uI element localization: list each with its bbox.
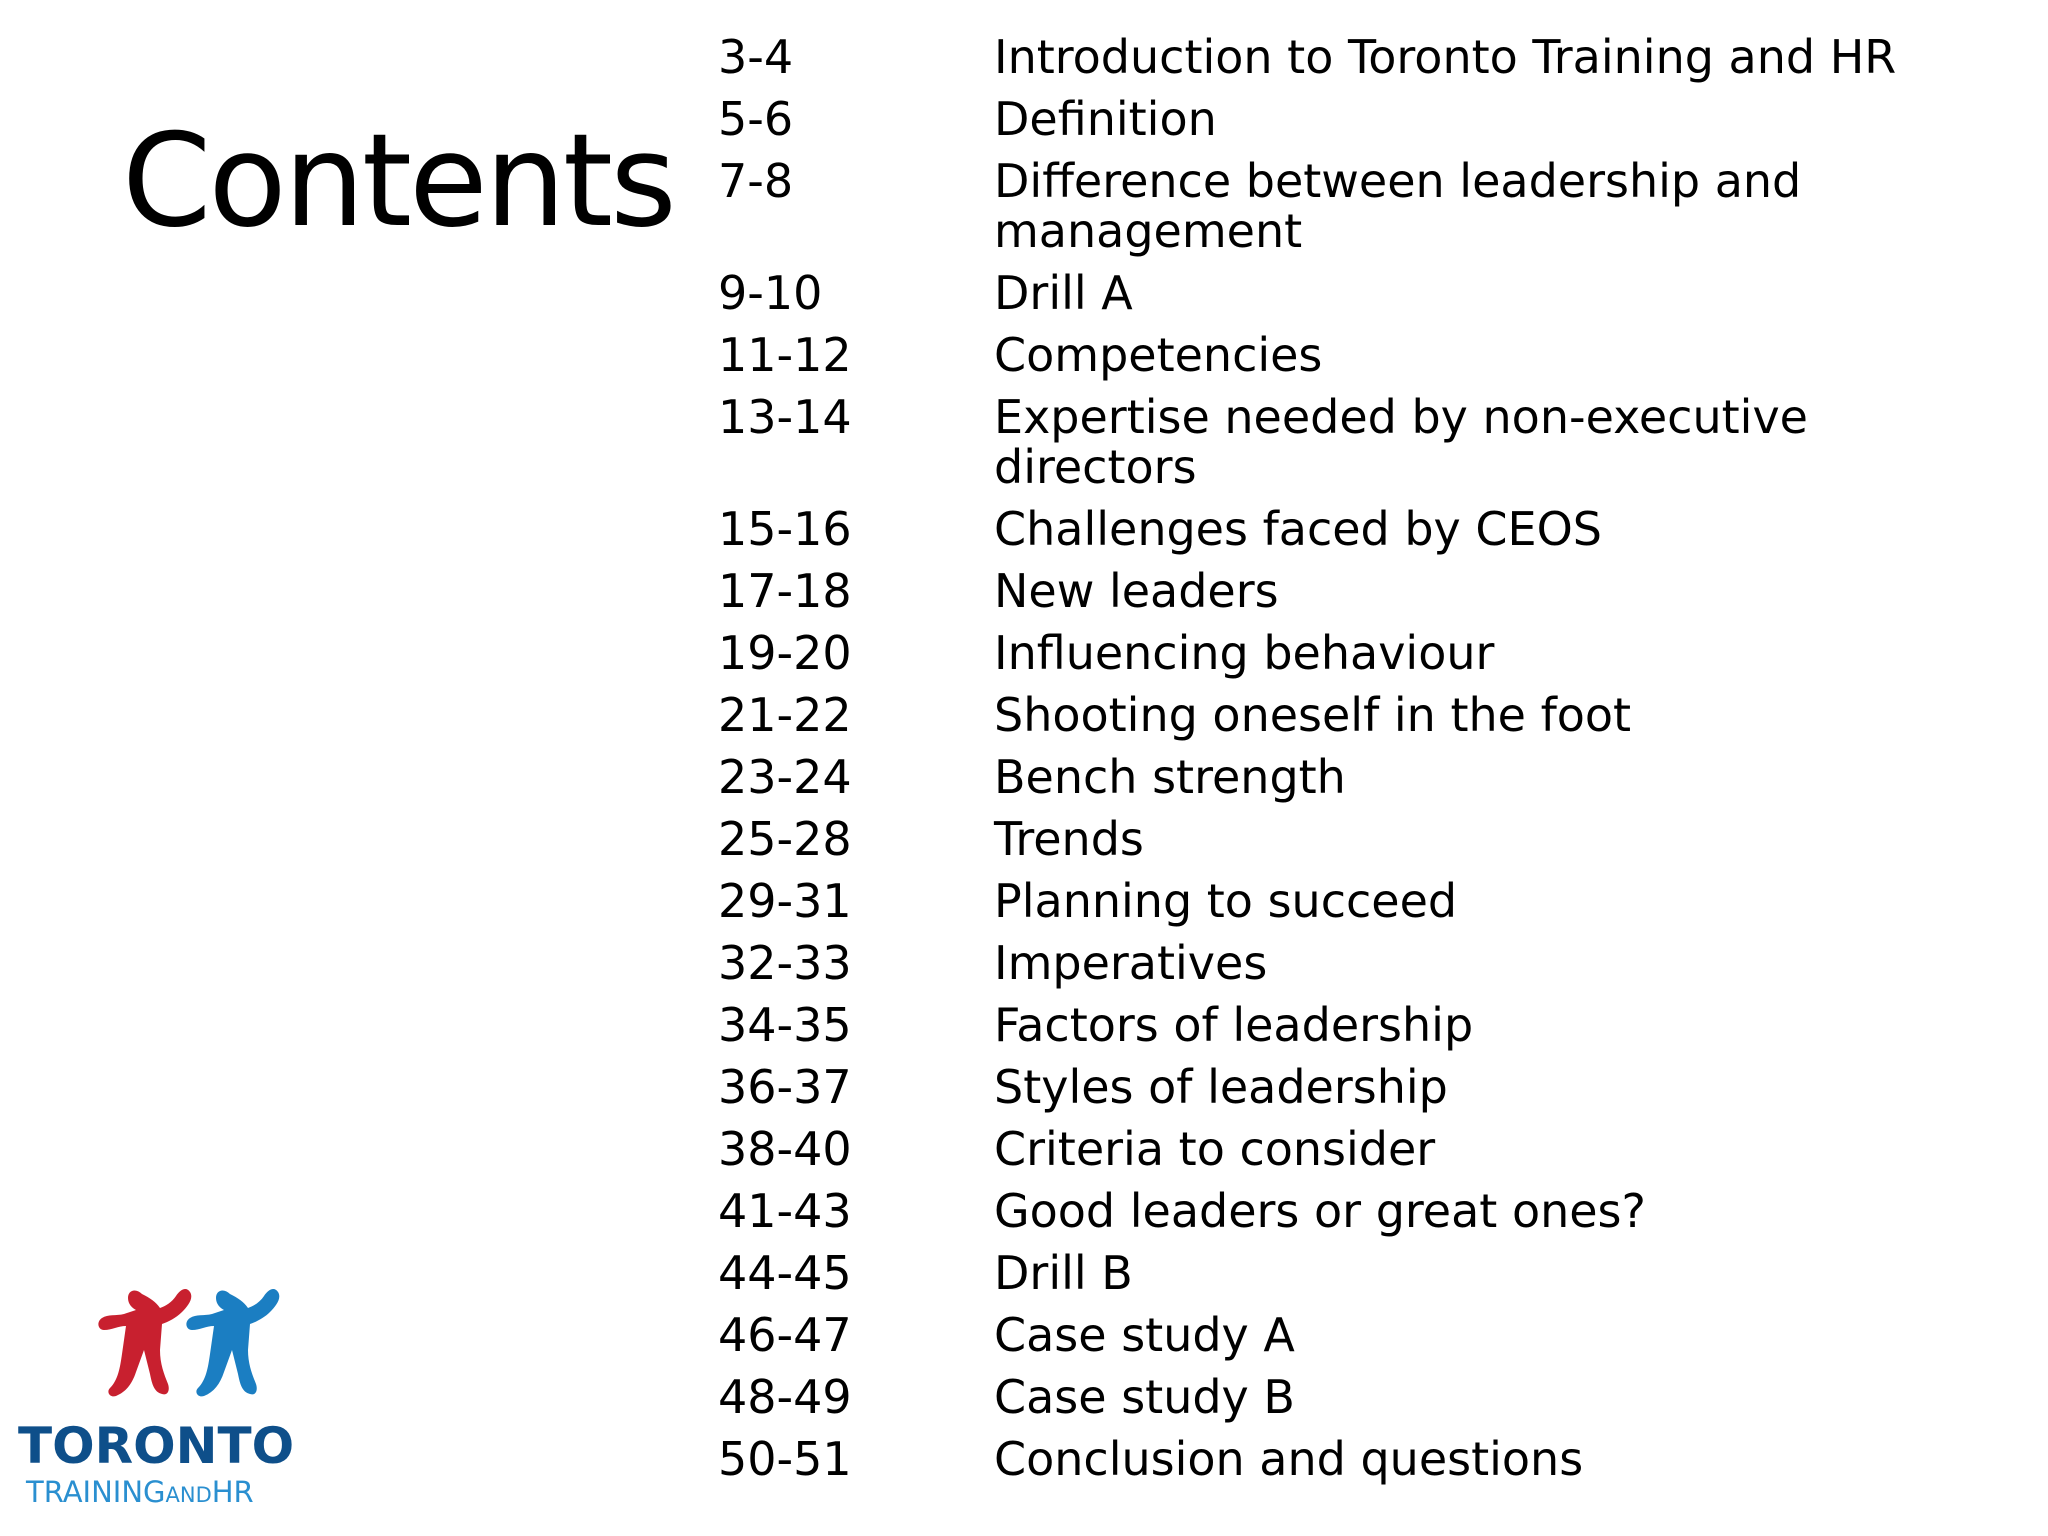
toc-row: [718, 32, 1958, 82]
toc-topic: Planning to succeed: [994, 874, 1458, 928]
toc-pages: 46-47: [718, 1308, 852, 1362]
toc-topic: Competencies: [994, 328, 1323, 382]
toc-row: [718, 752, 1958, 802]
toc-pages: 34-35: [718, 998, 852, 1052]
logo-subtitle: [26, 1475, 254, 1509]
toc-topic: Difference between leadership and management: [994, 154, 1802, 258]
toc-pages: 48-49: [718, 1370, 852, 1424]
toc-row: [718, 1062, 1958, 1112]
logo-figures-icon: [84, 1284, 284, 1409]
toc-pages: 44-45: [718, 1246, 852, 1300]
toc-pages: 11-12: [718, 328, 852, 382]
toc-row: [718, 330, 1958, 380]
toc-row: [718, 690, 1958, 740]
toc-pages: 32-33: [718, 936, 852, 990]
toc-topic: Definition: [994, 92, 1217, 146]
toc-topic: Factors of leadership: [994, 998, 1474, 1052]
toc-row: [718, 628, 1958, 678]
toc-pages: 13-14: [718, 390, 852, 444]
toc-topic: Expertise needed by non-executive directors: [994, 390, 1808, 494]
toc-topic: Case study A: [994, 1308, 1295, 1362]
toc-row: [718, 876, 1958, 926]
toc-row: [718, 156, 1958, 256]
toc-topic: Influencing behaviour: [994, 626, 1495, 680]
toc-pages: 9-10: [718, 266, 823, 320]
toc-pages: 36-37: [718, 1060, 852, 1114]
toc-pages: 41-43: [718, 1184, 852, 1238]
table-of-contents: [718, 32, 1958, 1496]
toc-topic: Shooting oneself in the foot: [994, 688, 1632, 742]
toc-row: [718, 1124, 1958, 1174]
toc-pages: 17-18: [718, 564, 852, 618]
toc-row: [718, 1000, 1958, 1050]
toc-row: [718, 814, 1958, 864]
toc-pages: 3-4: [718, 30, 794, 84]
toc-topic: Trends: [994, 812, 1144, 866]
toc-topic: Case study B: [994, 1370, 1295, 1424]
toc-row: [718, 1186, 1958, 1236]
toc-topic: New leaders: [994, 564, 1279, 618]
toc-pages: 5-6: [718, 92, 794, 146]
toc-pages: 19-20: [718, 626, 852, 680]
toc-topic: Good leaders or great ones?: [994, 1184, 1646, 1238]
toc-pages: 25-28: [718, 812, 852, 866]
toc-topic: Styles of leadership: [994, 1060, 1448, 1114]
toc-row: [718, 1248, 1958, 1298]
toc-topic: Conclusion and questions: [994, 1432, 1584, 1486]
toc-topic: Challenges faced by CEOS: [994, 502, 1602, 556]
toc-row: [718, 94, 1958, 144]
toc-topic: Imperatives: [994, 936, 1268, 990]
toc-topic: Drill A: [994, 266, 1133, 320]
toc-pages: 50-51: [718, 1432, 852, 1486]
logo-subtitle-and: AND: [165, 1483, 212, 1507]
toc-row: [718, 392, 1958, 492]
toc-pages: 38-40: [718, 1122, 852, 1176]
toc-pages: 21-22: [718, 688, 852, 742]
toc-pages: 7-8: [718, 154, 794, 208]
toc-topic: Drill B: [994, 1246, 1133, 1300]
toc-topic: Bench strength: [994, 750, 1346, 804]
toc-row: [718, 938, 1958, 988]
toc-pages: 15-16: [718, 502, 852, 556]
logo-subtitle-hr: HR: [211, 1475, 254, 1509]
toc-topic: Introduction to Toronto Training and HR: [994, 30, 1897, 84]
company-logo: [14, 1284, 304, 1514]
toc-row: [718, 268, 1958, 318]
toc-row: [718, 1310, 1958, 1360]
toc-topic: Criteria to consider: [994, 1122, 1436, 1176]
toc-pages: 23-24: [718, 750, 852, 804]
logo-wordmark: TORONTO: [18, 1417, 295, 1475]
page-title: Contents: [122, 107, 674, 256]
toc-row: [718, 504, 1958, 554]
toc-pages: 29-31: [718, 874, 852, 928]
toc-row: [718, 1372, 1958, 1422]
toc-row: [718, 1434, 1958, 1484]
toc-row: [718, 566, 1958, 616]
logo-subtitle-training: TRAINING: [26, 1475, 166, 1509]
